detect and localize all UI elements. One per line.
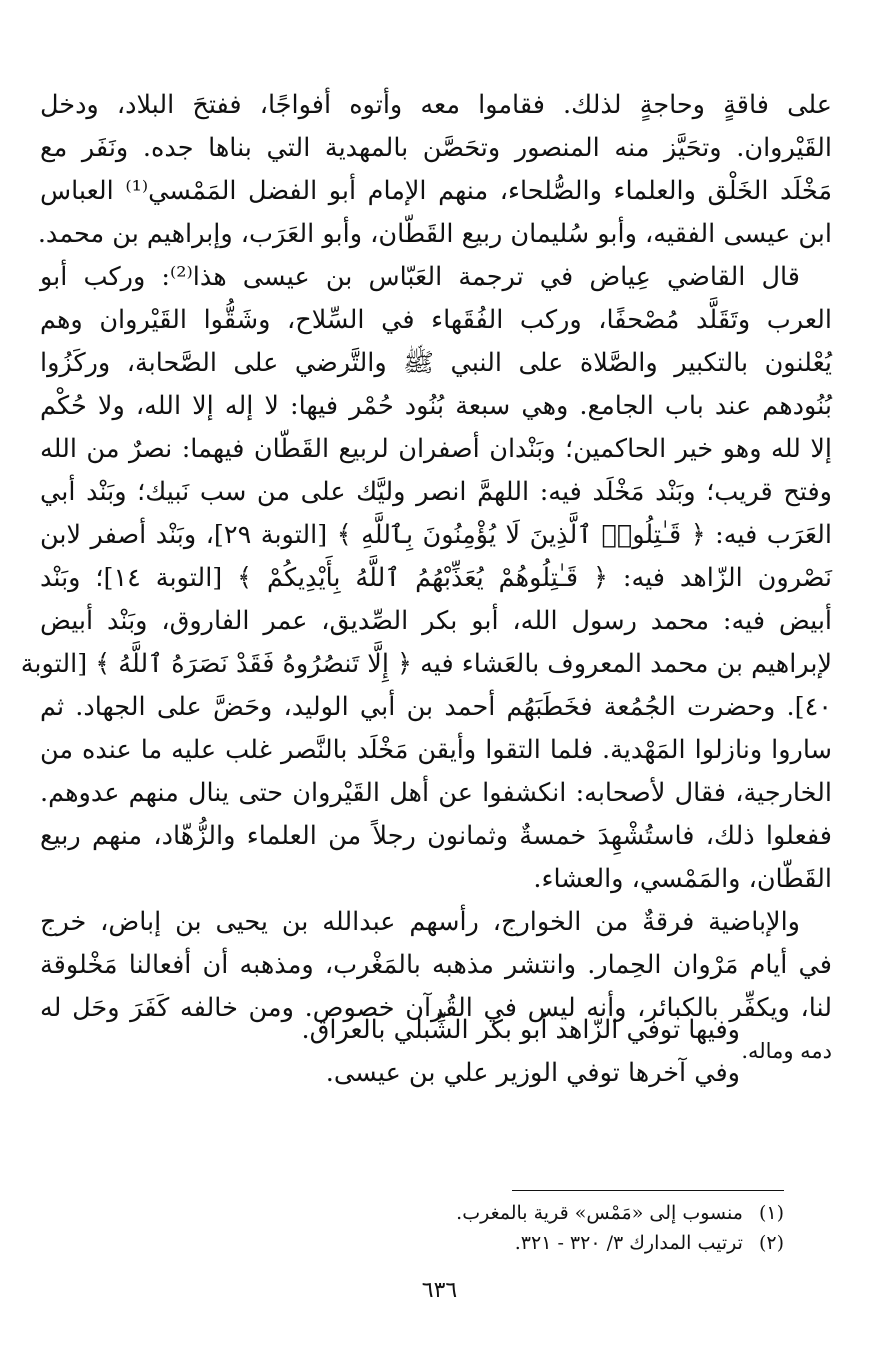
footnote bbox=[284, 1228, 784, 1258]
footnote-divider bbox=[512, 1190, 784, 1191]
text-line: ابن عيسى الفقيه، وأبو سُليمان ربيع القَطّان، وأبو العَرَب، وإبراهيم بن محمد. bbox=[37, 219, 832, 249]
main-text bbox=[20, 84, 833, 1073]
text-line: ٤٠]. وحضرت الجُمُعة فخَطَبَهُم أحمد بن أبي الوليد، وحَضَّ على الجهاد. ثم bbox=[40, 692, 832, 722]
page-number: ٦٣٦ bbox=[421, 1278, 458, 1303]
footnotes bbox=[284, 1198, 784, 1258]
footnote-text: ترتيب المدارك ٣/ ٣٢٠ - ٣٢١. bbox=[514, 1232, 743, 1254]
text-line: العرب وتَقَلَّد مُصْحفًا، وركب الفُقَهاء في السِّلاح، وشَقُّوا القَيْروان وهم bbox=[40, 305, 832, 335]
text-line: ففعلوا ذلك، فاستُشْهِدَ خمسةٌ وثمانون رجلاً من العلماء والزُّهّاد، منهم ربيع bbox=[40, 821, 832, 851]
text-line: العَرَب فيه: ﴿ قَـٰتِلُوا۟ ٱلَّذِينَ لَا يُؤْمِنُونَ بِٱللَّهِ ﴾ [التوبة ٢٩]، وبَنْد أصفر لابن bbox=[40, 520, 832, 550]
text-line: إلا لله وهو خير الحاكمين؛ وبَنْدان أصفران لربيع القَطّان فيهما: نصرٌ من الله bbox=[40, 434, 832, 464]
text-line: ساروا ونازلوا المَهْدية. فلما التقوا وأيقن مَخْلَد بالنَّصر غلب عليه ما عنده من bbox=[40, 735, 832, 765]
text-line: القَطّان، والمَمْسي، والعشاء. bbox=[533, 864, 832, 894]
text-line: بُنُودهم عند باب الجامع. وهي سبعة بُنُود حُمْر فيها: لا إله إلا الله، ولا حُكْم bbox=[40, 391, 832, 421]
text-line: لإبراهيم بن محمد المعروف بالعَشاء فيه ﴿ إِلَّا تَنصُرُوهُ فَقَدْ نَصَرَهُ ٱللَّهُ ﴾ [التوبة bbox=[20, 649, 832, 679]
footnote-number: (١) bbox=[758, 1202, 784, 1224]
footnote bbox=[284, 1198, 784, 1228]
text-line: والإباضية فرقةٌ من الخوارج، رأسهم عبدالله بن يحيى بن إباض، خرج bbox=[40, 907, 800, 937]
text-line: وفتح قريب؛ وبَنْد مَخْلَد فيه: اللهمَّ انصر وليَّك على من سب نَبيك؛ وبَنْد أبي bbox=[40, 477, 832, 507]
footnote-number: (٢) bbox=[758, 1232, 784, 1254]
text-line: الخارجية، فقال لأصحابه: انكشفوا عن أهل القَيْروان حتى ينال منهم عدوهم. bbox=[40, 778, 832, 808]
text-line: لنا، ويكفِّر بالكبائر، وأنه ليس في القُرآن خصوص. ومن خالفه كَفَرَ وحَل له bbox=[40, 993, 832, 1023]
text-line: على فاقةٍ وحاجةٍ لذلك. فقاموا معه وأتوه أفواجًا، ففتحَ البلاد، ودخل bbox=[40, 90, 832, 120]
closing-line: وفي آخرها توفي الوزير علي بن عيسى. bbox=[325, 1058, 740, 1088]
text-line: مَخْلَد الخَلْق والعلماء والصُّلحاء، منهم الإمام أبو الفضل المَمْسي⁽¹⁾ العباس bbox=[40, 176, 833, 206]
text-line: في أيام مَرْوان الحِمار. وانتشر مذهبه بالمَغْرب، ومذهبه أن أفعالنا مَخْلوقة bbox=[40, 950, 832, 980]
text-line: القَيْروان. وتحَيَّز منه المنصور وتحَصَّن بالمهدية التي بناها جده. ونَفَر مع bbox=[40, 133, 832, 163]
closing-line: وفيها توفي الزّاهد أبو بكر الشِّبلي بالعراق. bbox=[301, 1015, 740, 1045]
text-line: أبيض فيه: محمد رسول الله، أبو بكر الصِّديق، عمر الفاروق، وبَنْد أبيض bbox=[40, 606, 832, 636]
text-line: دمه وماله. bbox=[741, 1039, 832, 1063]
text-line: نَصْرون الزّاهد فيه: ﴿ قَـٰتِلُوهُمْ يُعَذِّبْهُمُ ٱللَّهُ بِأَيْدِيكُمْ ﴾ [التوبة ١٤]؛ وبَنْد bbox=[40, 563, 832, 593]
text-line: يُعْلنون بالتكبير والصَّلاة على النبي ﷺ والتَّرضي على الصَّحابة، وركَزُوا bbox=[40, 348, 832, 378]
text-line: قال القاضي عِياض في ترجمة العَبّاس بن عيسى هذا⁽²⁾: وركب أبو bbox=[40, 262, 800, 292]
footnote-text: منسوب إلى «مَمْس» قرية بالمغرب. bbox=[456, 1202, 743, 1224]
closing-notes bbox=[40, 1009, 832, 1095]
